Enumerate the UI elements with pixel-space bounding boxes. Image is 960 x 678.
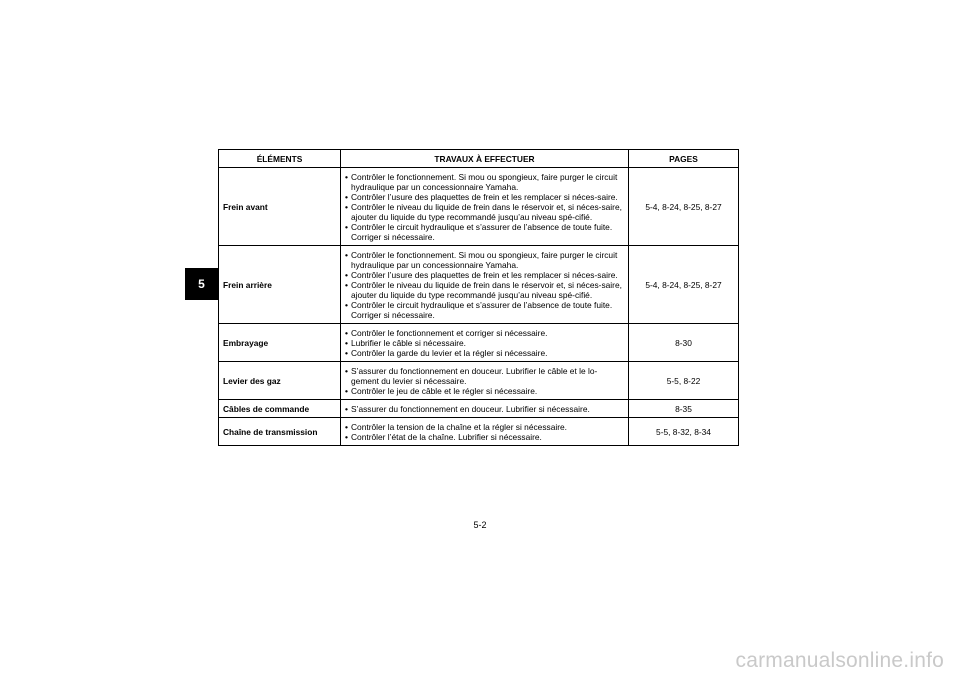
page-number: 5-2 <box>473 520 487 530</box>
element-cell: Frein arrière <box>219 246 341 324</box>
pages-cell: 8-35 <box>629 400 739 418</box>
task-item: • Contrôler la garde du levier et la régler si nécessaire. <box>345 348 624 358</box>
watermark: carmanualsonline.info <box>735 649 944 672</box>
table-row <box>219 324 739 362</box>
element-cell: Levier des gaz <box>219 362 341 400</box>
task-item: • Contrôler le fonctionnement. Si mou ou spongieux, faire purger le circuit hydraulique par un concessionnaire Yamaha. <box>345 172 624 192</box>
table-row <box>219 246 739 324</box>
table-row <box>219 362 739 400</box>
work-cell <box>341 168 629 246</box>
task-item: • Contrôler l’usure des plaquettes de frein et les remplacer si néces-saire. <box>345 192 624 202</box>
table-body <box>219 168 739 446</box>
task-item: • Contrôler le niveau du liquide de frein dans le réservoir et, si néces-saire, ajouter du liquide du type recommandé jusqu’au niveau spé-cifié. <box>345 280 624 300</box>
task-list <box>345 328 624 358</box>
element-cell: Embrayage <box>219 324 341 362</box>
task-item: • Contrôler l’état de la chaîne. Lubrifier si nécessaire. <box>345 432 624 442</box>
task-item: • Contrôler le fonctionnement et corriger si nécessaire. <box>345 328 624 338</box>
task-item: • Contrôler l’usure des plaquettes de frein et les remplacer si néces-saire. <box>345 270 624 280</box>
work-cell <box>341 400 629 418</box>
task-item: • Contrôler le circuit hydraulique et s’assurer de l’absence de toute fuite. Corriger si nécessaire. <box>345 222 624 242</box>
task-item: • Contrôler le niveau du liquide de frein dans le réservoir et, si néces-saire, ajouter du liquide du type recommandé jusqu’au niveau spé-cifié. <box>345 202 624 222</box>
task-list <box>345 172 624 242</box>
task-item: • Contrôler le fonctionnement. Si mou ou spongieux, faire purger le circuit hydraulique par un concessionnaire Yamaha. <box>345 250 624 270</box>
pages-cell: 5-5, 8-32, 8-34 <box>629 418 739 446</box>
element-cell: Chaîne de transmission <box>219 418 341 446</box>
pages-cell: 8-30 <box>629 324 739 362</box>
task-list <box>345 366 624 396</box>
task-list <box>345 404 624 414</box>
maintenance-table <box>218 149 739 446</box>
element-cell: Câbles de commande <box>219 400 341 418</box>
task-item: • S’assurer du fonctionnement en douceur. Lubrifier le câble et le lo-gement du levier si nécessaire. <box>345 366 624 386</box>
table-row <box>219 168 739 246</box>
work-cell <box>341 418 629 446</box>
task-item: • S’assurer du fonctionnement en douceur. Lubrifier si nécessaire. <box>345 404 624 414</box>
element-cell: Frein avant <box>219 168 341 246</box>
task-list <box>345 422 624 442</box>
table-row <box>219 418 739 446</box>
header-work: TRAVAUX À EFFECTUER <box>341 150 629 168</box>
task-item: • Contrôler le jeu de câble et le régler si nécessaire. <box>345 386 624 396</box>
task-item: • Lubrifier le câble si nécessaire. <box>345 338 624 348</box>
pages-cell: 5-4, 8-24, 8-25, 8-27 <box>629 168 739 246</box>
task-item: • Contrôler la tension de la chaîne et la régler si nécessaire. <box>345 422 624 432</box>
table-header-row <box>219 150 739 168</box>
header-pages: PAGES <box>629 150 739 168</box>
task-item: • Contrôler le circuit hydraulique et s’assurer de l’absence de toute fuite. Corriger si nécessaire. <box>345 300 624 320</box>
pages-cell: 5-4, 8-24, 8-25, 8-27 <box>629 246 739 324</box>
work-cell <box>341 362 629 400</box>
work-cell <box>341 246 629 324</box>
chapter-tab: 5 <box>185 268 218 300</box>
task-list <box>345 250 624 320</box>
table-row <box>219 400 739 418</box>
pages-cell: 5-5, 8-22 <box>629 362 739 400</box>
work-cell <box>341 324 629 362</box>
header-elements: ÉLÉMENTS <box>219 150 341 168</box>
